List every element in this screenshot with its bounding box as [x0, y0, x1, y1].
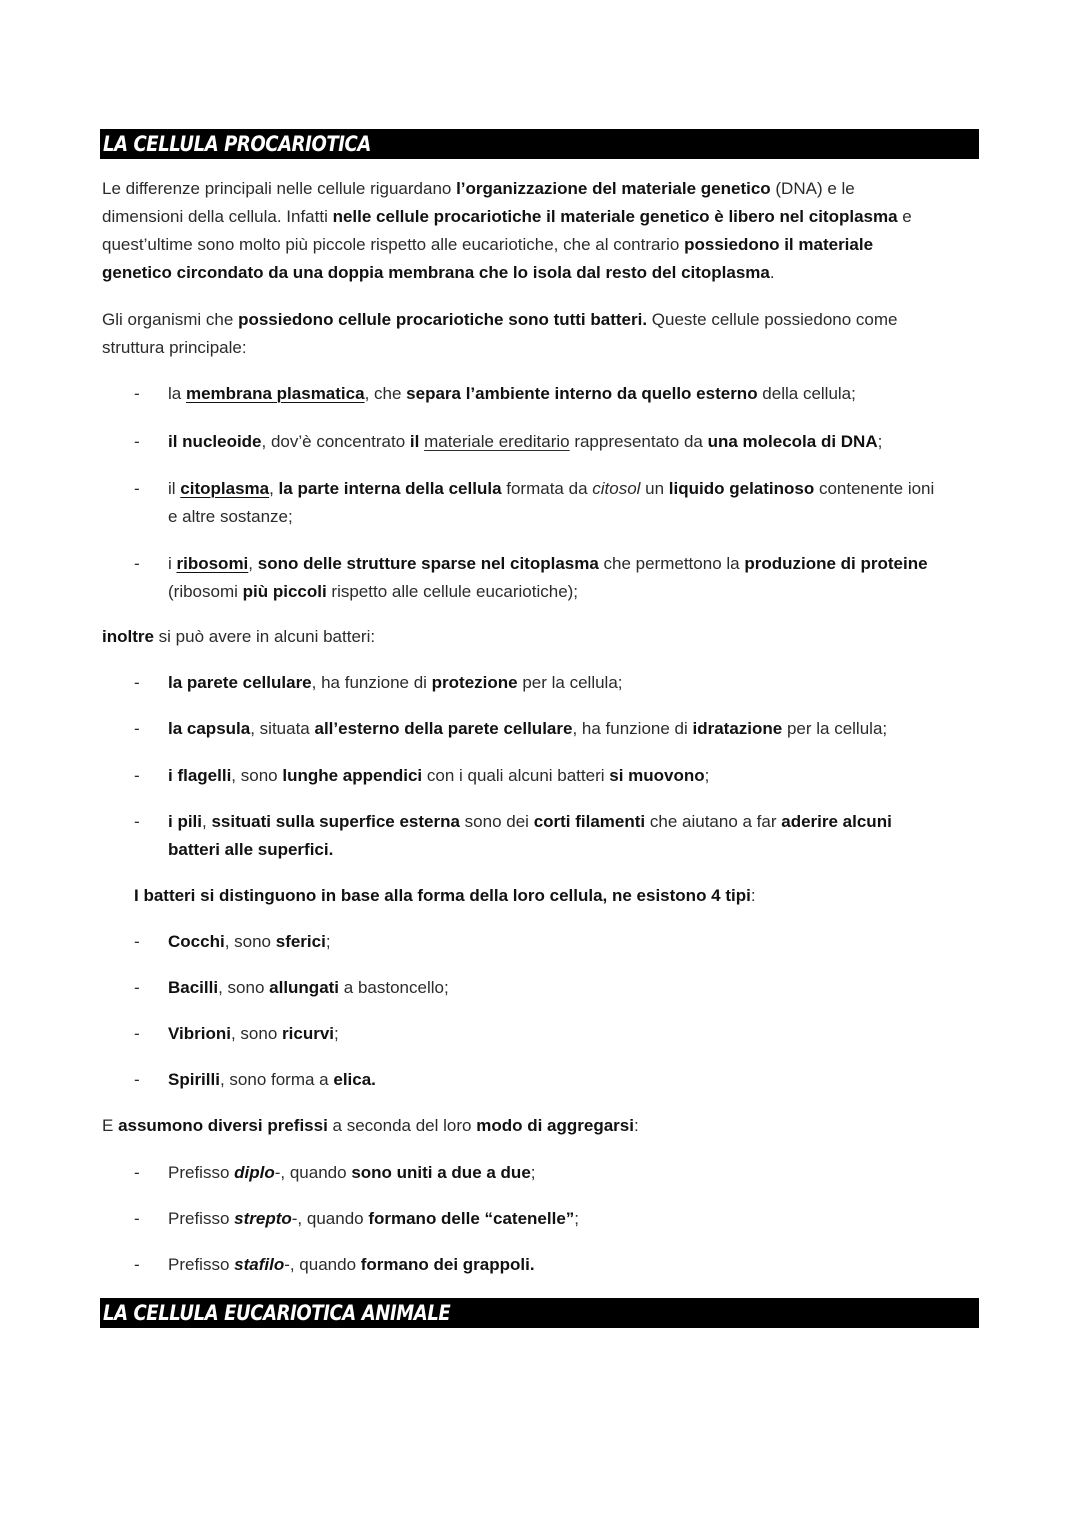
- text-run: diplo: [234, 1163, 275, 1182]
- text-run: .: [769, 263, 775, 282]
- text-run: struttura principale:: [102, 338, 247, 357]
- bullet-dash: -: [134, 932, 140, 951]
- text-run: stafilo: [234, 1255, 285, 1274]
- text-run: Le differenze principali nelle cellule riguardano: [102, 179, 457, 198]
- bullet-dash: -: [134, 978, 140, 997]
- organisms-line-2: [102, 334, 982, 362]
- bullet-dash: -: [134, 1024, 140, 1043]
- text-run: ssituati sulla superfice esterna: [211, 812, 460, 831]
- also-line: [102, 623, 982, 651]
- text-run: (DNA) e le: [770, 179, 855, 198]
- list-item-text: [168, 1159, 980, 1187]
- text-run: ;: [334, 1024, 339, 1043]
- text-run: la parete cellulare: [168, 673, 312, 692]
- text-run: a seconda del loro: [327, 1116, 477, 1135]
- text-run: Prefisso: [168, 1163, 235, 1182]
- list-item-line: [168, 836, 980, 864]
- bullet-dash: -: [134, 1255, 140, 1274]
- text-run: , ha funzione di: [572, 719, 693, 738]
- text-run: -, quando: [284, 1255, 361, 1274]
- text-run: il: [409, 432, 425, 451]
- text-run: membrana plasmatica: [185, 384, 365, 403]
- text-run: dimensioni della cellula. Infatti: [102, 207, 333, 226]
- text-run: ;: [574, 1209, 580, 1228]
- text-run: della cellula;: [757, 384, 856, 403]
- text-run: quest’ultime sono molto più piccole rispetto alle eucariotiche, che al contrario: [102, 235, 685, 254]
- text-run: Gli organismi che: [102, 310, 239, 329]
- text-run: nelle cellule procariotiche il materiale genetico è libero nel citoplasma: [332, 207, 898, 226]
- list-item-text: [168, 475, 980, 531]
- text-run: possiedono cellule procariotiche sono tutti batteri.: [238, 310, 648, 329]
- text-run: per la cellula;: [782, 719, 888, 738]
- section-heading-procariotica: LA CELLULA PROCARIOTICA: [100, 129, 979, 159]
- prefix-intro-line: [102, 1112, 982, 1140]
- text-run: e altre sostanze;: [168, 507, 293, 526]
- section-heading-eucariotica: LA CELLULA EUCARIOTICA ANIMALE: [100, 1298, 979, 1328]
- text-run: formano dei grappoli.: [360, 1255, 535, 1274]
- text-run: sferici: [275, 932, 326, 951]
- text-run: , situata: [250, 719, 315, 738]
- organisms-line-1: [102, 306, 982, 334]
- text-run: assumono diversi prefissi: [118, 1116, 328, 1135]
- text-run: i: [168, 554, 177, 573]
- text-run: si può avere in alcuni batteri:: [153, 627, 376, 646]
- text-run: ricurvi: [282, 1024, 335, 1043]
- list-item-text: [168, 974, 980, 1002]
- list-item-text: [168, 1066, 980, 1094]
- text-run: ;: [704, 766, 710, 785]
- list-item-line: [168, 1205, 980, 1233]
- text-run: citoplasma: [180, 479, 270, 498]
- list-item-text: [168, 1205, 980, 1233]
- text-run: i flagelli: [168, 766, 232, 785]
- list-item-line: [168, 578, 980, 606]
- text-run: il nucleoide: [168, 432, 262, 451]
- bullet-dash: -: [134, 554, 140, 573]
- list-item-text: [168, 669, 980, 697]
- list-item-line: [168, 808, 980, 836]
- text-run: rispetto alle cellule eucariotiche);: [326, 582, 579, 601]
- bullet-dash: -: [134, 1163, 140, 1182]
- bullet-dash: -: [134, 1209, 140, 1228]
- text-run: e: [897, 207, 912, 226]
- text-run: un: [640, 479, 669, 498]
- list-item-text: [168, 380, 980, 408]
- text-run: , che: [364, 384, 407, 403]
- list-item-line: [168, 380, 980, 408]
- list-item-text: [168, 928, 980, 956]
- text-run: aderire alcuni: [781, 812, 892, 831]
- bullet-dash: -: [134, 719, 140, 738]
- intro-line-4: [102, 259, 982, 287]
- text-run: Prefisso: [168, 1209, 235, 1228]
- intro-line-3: [102, 231, 982, 259]
- text-run: sono uniti a due a due: [351, 1163, 531, 1182]
- text-run: , ha funzione di: [311, 673, 432, 692]
- text-run: ,: [269, 479, 279, 498]
- text-run: si muovono: [609, 766, 705, 785]
- text-run: I batteri si distinguono in base alla forma della loro cellula, ne esistono 4 tipi: [134, 886, 751, 905]
- text-run: ribosomi: [176, 554, 249, 573]
- text-run: citosol: [592, 479, 641, 498]
- list-item-text: [168, 1251, 980, 1279]
- text-run: corti filamenti: [533, 812, 646, 831]
- text-run: strepto: [234, 1209, 292, 1228]
- intro-line-2: [102, 203, 982, 231]
- text-run: all’esterno della parete cellulare: [314, 719, 573, 738]
- text-run: , sono: [231, 766, 283, 785]
- text-run: l’organizzazione del materiale genetico: [456, 179, 771, 198]
- text-run: rappresentato da: [569, 432, 708, 451]
- text-run: il: [168, 479, 181, 498]
- text-run: Cocchi: [168, 932, 225, 951]
- text-run: Queste cellule possiedono come: [647, 310, 898, 329]
- text-run: lunghe appendici: [282, 766, 423, 785]
- text-run: Vibrioni: [168, 1024, 231, 1043]
- text-run: allungati: [269, 978, 340, 997]
- bullet-dash: -: [134, 766, 140, 785]
- list-item-line: [168, 1251, 980, 1279]
- list-item-line: [168, 762, 980, 790]
- text-run: che aiutano a far: [645, 812, 782, 831]
- list-item-line: [168, 550, 980, 578]
- text-run: sono delle strutture sparse nel citoplasma: [257, 554, 599, 573]
- text-run: formano delle “catenelle”: [368, 1209, 575, 1228]
- text-run: con i quali alcuni batteri: [422, 766, 610, 785]
- list-item-text: [168, 715, 980, 743]
- text-run: (ribosomi: [168, 582, 243, 601]
- text-run: , sono: [218, 978, 270, 997]
- bullet-dash: -: [134, 384, 140, 403]
- bullet-dash: -: [134, 673, 140, 692]
- list-item-line: [168, 1159, 980, 1187]
- text-run: modo di aggregarsi: [476, 1116, 634, 1135]
- text-run: , sono forma a: [219, 1070, 334, 1089]
- text-run: -, quando: [291, 1209, 369, 1228]
- text-run: una molecola di DNA: [707, 432, 878, 451]
- list-item-line: [168, 715, 980, 743]
- text-run: inoltre: [102, 627, 154, 646]
- text-run: elica.: [333, 1070, 376, 1089]
- text-run: ;: [325, 932, 331, 951]
- text-run: la: [168, 384, 186, 403]
- text-run: separa l’ambiente interno da quello esterno: [406, 384, 758, 403]
- text-run: la capsula: [168, 719, 251, 738]
- text-run: -, quando: [274, 1163, 352, 1182]
- list-item-text: [168, 808, 980, 864]
- text-run: formata da: [501, 479, 593, 498]
- intro-line-1: [102, 175, 982, 203]
- list-item-text: [168, 1020, 980, 1048]
- text-run: Spirilli: [168, 1070, 220, 1089]
- text-run: che permettono la: [598, 554, 745, 573]
- shapes-intro-line: [134, 882, 1014, 910]
- text-run: sono dei: [459, 812, 534, 831]
- text-run: , sono: [230, 1024, 283, 1043]
- text-run: ;: [530, 1163, 536, 1182]
- text-run: ,: [202, 812, 212, 831]
- text-run: ;: [877, 432, 883, 451]
- text-run: la parte interna della cellula: [278, 479, 502, 498]
- text-run: materiale ereditario: [424, 432, 570, 451]
- list-item-line: [168, 475, 980, 503]
- list-item-text: [168, 550, 980, 606]
- bullet-dash: -: [134, 432, 140, 451]
- text-run: ,: [248, 554, 258, 573]
- text-run: produzione di proteine: [744, 554, 928, 573]
- list-item-line: [168, 1020, 980, 1048]
- list-item-line: [168, 928, 980, 956]
- text-run: Prefisso: [168, 1255, 235, 1274]
- text-run: protezione: [431, 673, 518, 692]
- bullet-dash: -: [134, 812, 140, 831]
- text-run: liquido gelatinoso: [668, 479, 815, 498]
- bullet-dash: -: [134, 479, 140, 498]
- text-run: a bastoncello;: [339, 978, 449, 997]
- text-run: Bacilli: [168, 978, 219, 997]
- list-item-line: [168, 974, 980, 1002]
- text-run: , sono: [224, 932, 276, 951]
- list-item-text: [168, 762, 980, 790]
- text-run: contenente ioni: [814, 479, 935, 498]
- text-run: possiedono il materiale: [684, 235, 874, 254]
- bullet-dash: -: [134, 1070, 140, 1089]
- text-run: genetico circondato da una doppia membrana che lo isola dal resto del citoplasma: [102, 263, 770, 282]
- text-run: :: [750, 886, 756, 905]
- list-item-text: [168, 428, 980, 456]
- list-item-line: [168, 503, 980, 531]
- text-run: più piccoli: [242, 582, 327, 601]
- text-run: E: [102, 1116, 119, 1135]
- list-item-line: [168, 428, 980, 456]
- list-item-line: [168, 669, 980, 697]
- text-run: :: [633, 1116, 639, 1135]
- text-run: , dov’è concentrato: [261, 432, 410, 451]
- text-run: i pili: [168, 812, 202, 831]
- text-run: batteri alle superfici.: [168, 840, 334, 859]
- text-run: per la cellula;: [517, 673, 623, 692]
- text-run: idratazione: [692, 719, 783, 738]
- list-item-line: [168, 1066, 980, 1094]
